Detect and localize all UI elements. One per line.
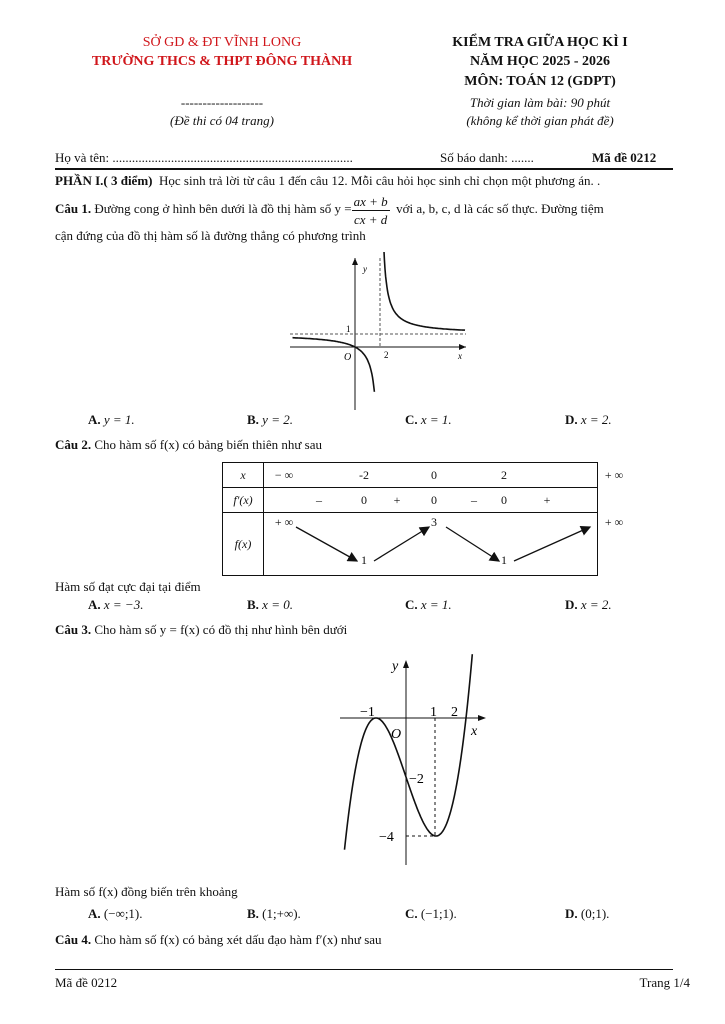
table-cell: + ∞ [604,468,624,482]
table-cell: + ∞ [604,515,624,529]
time-note: (không kể thời gian phát đề) [466,113,614,128]
tick-y-1: 1 [346,324,351,334]
footer-code: Mã đề 0212 [55,975,118,990]
q3-text: Cho hàm số y = f(x) có đồ thị như hình bên dưới [94,622,348,637]
q1-fraction: $\frac{ax + b}{cx + d}$ [353,193,388,227]
table-cell: 3 [431,515,437,529]
table-cell: + [393,493,401,507]
q1-graph [280,252,480,414]
curve-right-branch [384,252,465,330]
pages-note: (Đề thi có 04 trang) [170,113,274,128]
q1-option-a[interactable]: A. y = 1. [88,412,135,427]
y-label: y [363,264,367,274]
row-x-header: x [223,463,264,488]
tick-x-m1: −1 [360,705,375,720]
q3-label: Câu 3. [55,622,92,637]
q1-text-b: với a, b, c, d là các số thực. Đường tiệm [396,201,604,216]
origin-label: O [391,727,402,742]
tick-y-m2: −2 [409,772,424,787]
q1-option-d[interactable]: D. x = 2. [565,412,612,427]
q1-option-b[interactable]: B. y = 2. [247,412,293,427]
curve-left-branch [293,338,375,392]
divider-dashes: ------------------- [180,95,264,110]
q1-label: Câu 1. [55,201,92,216]
tick-x-2: 2 [451,705,458,720]
y-label: y [392,659,399,674]
tick-x-2: 2 [384,350,389,360]
q1-option-c[interactable]: C. x = 1. [405,412,452,427]
table-cell: – [471,493,477,507]
variation-table [222,462,624,576]
table-cell: + ∞ [274,515,294,529]
footer-page: Trang 1/4 [639,975,690,990]
origin-label: O [344,352,352,363]
arrow-decrease [296,527,357,561]
tick-y-m4: −4 [379,830,394,845]
row-fp-header: f′(x) [223,488,264,513]
q3-option-c[interactable]: C. (−1;1). [405,906,457,921]
row-f-header: f(x) [223,513,264,576]
table-cell: -2 [359,468,369,482]
q2-label: Câu 2. [55,437,92,452]
q1-text: Đường cong ở hình bên dưới là đồ thị hàm số y = [94,201,352,216]
arrow-increase [514,527,590,561]
q2-option-d[interactable]: D. x = 2. [565,597,612,612]
school-year: NĂM HỌC 2025 - 2026 [470,54,610,69]
tick-x-1: 1 [430,705,437,720]
q2-option-a[interactable]: A. x = −3. [88,597,144,612]
part-instruction: Học sinh trả lời từ câu 1 đến câu 12. Mỗi câu hỏi học sinh chỉ chọn một phương án. . [159,173,601,188]
table-cell: 0 [431,468,437,482]
q1-text-c: cận đứng của đồ thị hàm số là đường thẳng có phương trình [55,228,366,243]
q3-option-a[interactable]: A. (−∞;1). [88,906,143,921]
table-cell: − ∞ [274,468,294,482]
cubic-curve [345,654,473,850]
q4-text: Cho hàm số f(x) có bảng xét dấu đạo hàm f′(x) như sau [94,932,382,947]
q3-graph [330,650,500,870]
table-cell: – [316,493,322,507]
q2-text: Cho hàm số f(x) có bảng biến thiên như sau [94,437,323,452]
table-cell: 1 [501,553,507,567]
arrow-decrease [446,527,499,561]
x-label: x [458,351,462,361]
department: SỞ GD & ĐT VĨNH LONG [142,35,302,50]
q2-question: Hàm số đạt cực đại tại điểm [55,579,201,594]
table-cell: 0 [361,493,367,507]
q3-option-d[interactable]: D. (0;1). [565,906,610,921]
name-field[interactable]: Họ và tên: .......................................................................... [55,150,353,165]
subject: MÔN: TOÁN 12 (GDPT) [464,74,616,89]
q2-option-b[interactable]: B. x = 0. [247,597,293,612]
table-cell: 1 [361,553,367,567]
q3-question: Hàm số f(x) đồng biến trên khoảng [55,884,238,899]
q3-option-b[interactable]: B. (1;+∞). [247,906,301,921]
header-rule [55,168,673,170]
exam-code: Mã đề 0212 [592,150,657,165]
time: Thời gian làm bài: 90 phút [469,95,611,110]
table-cell: + [543,493,551,507]
table-cell: 2 [501,468,507,482]
x-label: x [471,724,478,739]
q2-option-c[interactable]: C. x = 1. [405,597,452,612]
part-title: PHẦN I.( 3 điểm) [55,173,153,188]
arrow-increase [374,527,429,561]
student-id-field[interactable]: Số báo danh: ....... [440,150,534,165]
school-name: TRƯỜNG THCS & THPT ĐÔNG THÀNH [91,54,353,69]
table-cell: 0 [431,493,437,507]
q4-label: Câu 4. [55,932,92,947]
exam-title: KIỂM TRA GIỮA HỌC KÌ I [452,35,628,50]
footer-rule [55,969,673,970]
table-cell: 0 [501,493,507,507]
